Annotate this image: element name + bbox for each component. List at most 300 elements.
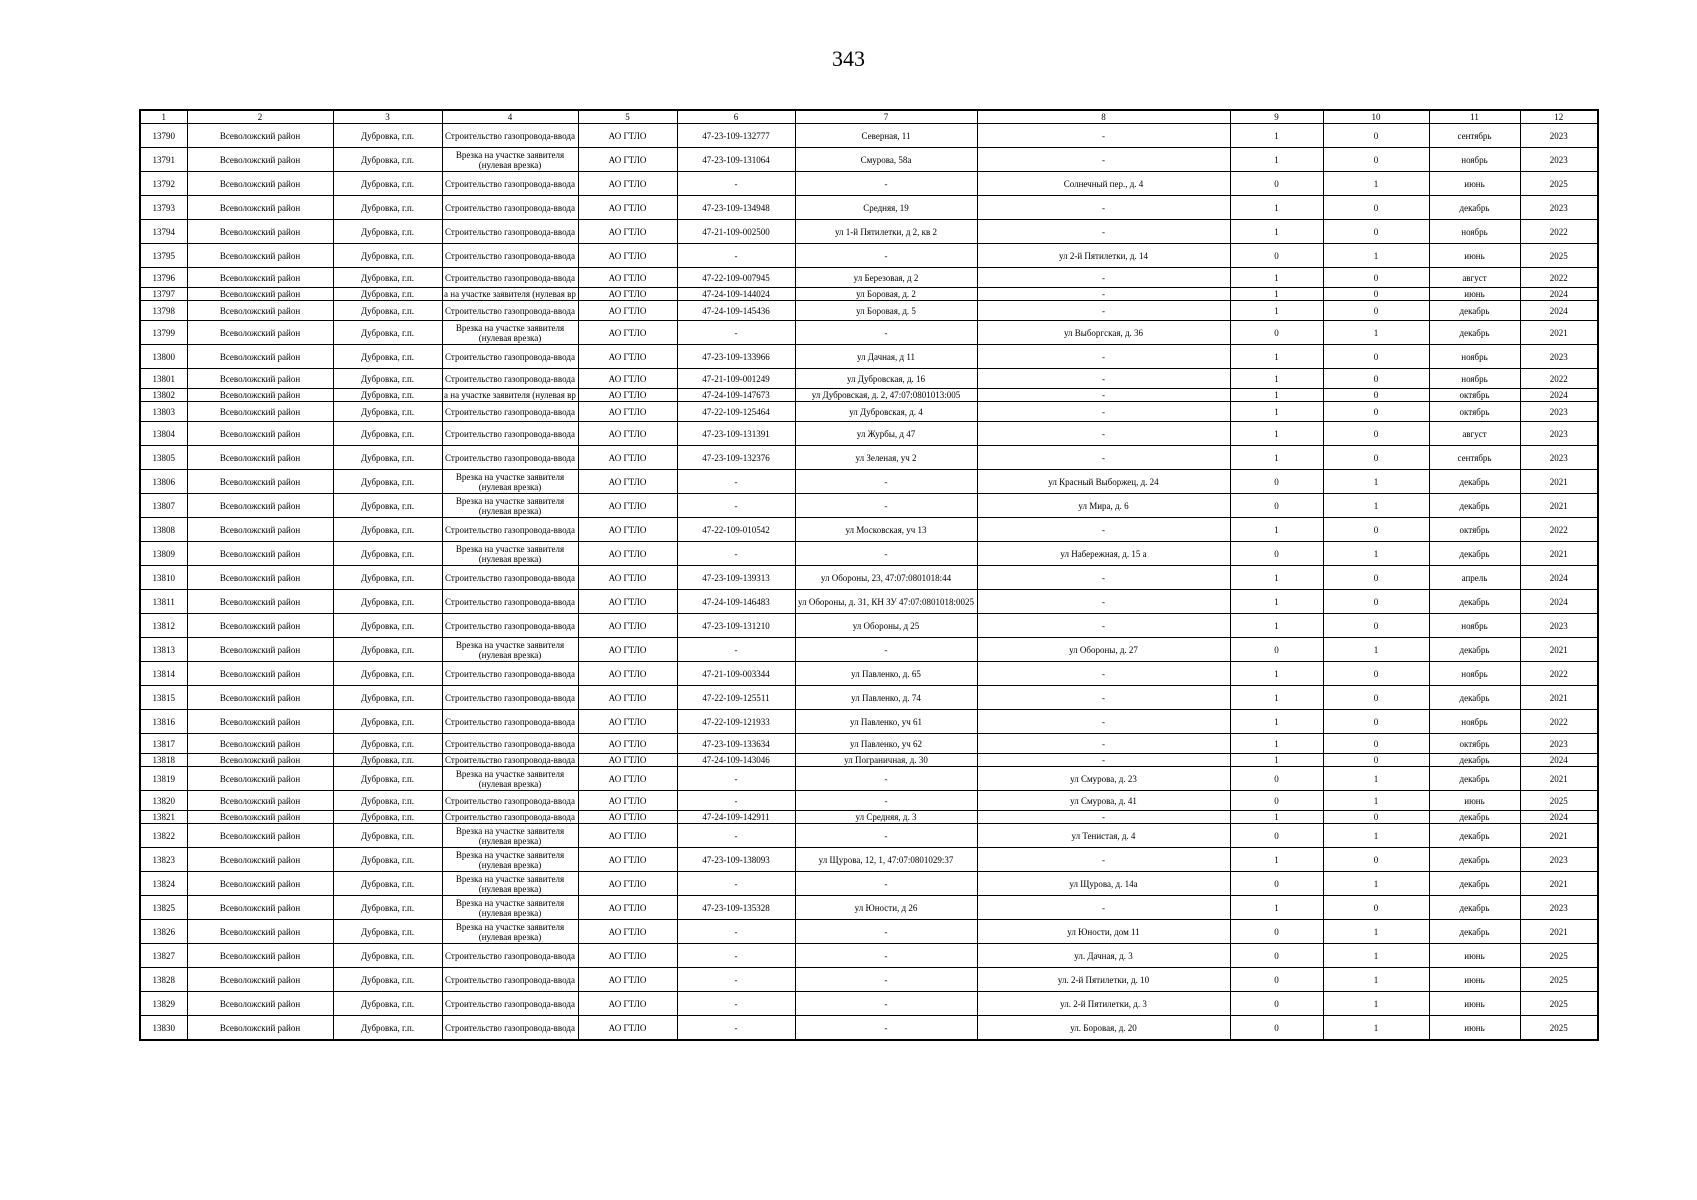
cell-settlement: Дубровка, г.п. [333, 422, 442, 446]
cell-count-b: 1 [1323, 920, 1429, 944]
cell-number: 13807 [140, 494, 187, 518]
table-row [140, 1016, 1598, 1041]
cell-settlement: Дубровка, г.п. [333, 220, 442, 244]
cell-district: Всеволожский район [187, 811, 333, 824]
cell-organization: АО ГТЛО [578, 321, 677, 345]
cell-address: ул Тенистая, д. 4 [977, 824, 1230, 848]
cell-number: 13815 [140, 686, 187, 710]
cell-district: Всеволожский район [187, 542, 333, 566]
cell-organization: АО ГТЛО [578, 638, 677, 662]
cell-count-a: 1 [1230, 446, 1323, 470]
table-row [140, 124, 1598, 148]
cell-application-number: 47-23-109-131391 [677, 422, 795, 446]
cell-address: ул 2-й Пятилетки, д. 14 [977, 244, 1230, 268]
cell-month: декабрь [1429, 872, 1520, 896]
cell-count-a: 1 [1230, 518, 1323, 542]
cell-address: - [977, 896, 1230, 920]
cell-number: 13795 [140, 244, 187, 268]
cell-work-type: Строительство газопровода-ввода [442, 734, 578, 754]
table-row [140, 638, 1598, 662]
cell-count-a: 1 [1230, 369, 1323, 389]
cell-district: Всеволожский район [187, 446, 333, 470]
cell-application-number: 47-23-109-135328 [677, 896, 795, 920]
cell-number: 13801 [140, 369, 187, 389]
table-row [140, 244, 1598, 268]
cell-application-number: 47-22-109-010542 [677, 518, 795, 542]
cell-settlement: Дубровка, г.п. [333, 968, 442, 992]
cell-application-number: - [677, 824, 795, 848]
cell-application-number: 47-23-109-132777 [677, 124, 795, 148]
cell-object-address: ул Дубровская, д. 2, 47:07:0801013:005 [795, 389, 977, 402]
cell-year: 2023 [1520, 446, 1598, 470]
cell-work-type: Строительство газопровода-ввода [442, 220, 578, 244]
cell-district: Всеволожский район [187, 992, 333, 1016]
cell-count-b: 0 [1323, 896, 1429, 920]
cell-work-type: Строительство газопровода-ввода [442, 614, 578, 638]
cell-count-a: 0 [1230, 767, 1323, 791]
cell-count-b: 0 [1323, 369, 1429, 389]
cell-month: декабрь [1429, 920, 1520, 944]
cell-object-address: ул Юности, д 26 [795, 896, 977, 920]
cell-settlement: Дубровка, г.п. [333, 791, 442, 811]
table-row [140, 301, 1598, 321]
cell-application-number: 47-23-109-133966 [677, 345, 795, 369]
cell-year: 2023 [1520, 614, 1598, 638]
cell-organization: АО ГТЛО [578, 920, 677, 944]
cell-settlement: Дубровка, г.п. [333, 494, 442, 518]
cell-year: 2022 [1520, 220, 1598, 244]
cell-year: 2022 [1520, 518, 1598, 542]
cell-work-type: Врезка на участке заявителя (нулевая врезка) [442, 470, 578, 494]
cell-object-address: ул Дубровская, д. 4 [795, 402, 977, 422]
cell-address: - [977, 220, 1230, 244]
cell-year: 2025 [1520, 968, 1598, 992]
table-row [140, 389, 1598, 402]
cell-district: Всеволожский район [187, 288, 333, 301]
cell-application-number: 47-23-109-139313 [677, 566, 795, 590]
cell-year: 2023 [1520, 896, 1598, 920]
cell-organization: АО ГТЛО [578, 824, 677, 848]
cell-object-address: - [795, 920, 977, 944]
cell-organization: АО ГТЛО [578, 872, 677, 896]
cell-district: Всеволожский район [187, 301, 333, 321]
cell-object-address: - [795, 638, 977, 662]
cell-address: - [977, 422, 1230, 446]
cell-address: ул Смурова, д. 41 [977, 791, 1230, 811]
cell-year: 2023 [1520, 196, 1598, 220]
column-header: 7 [795, 110, 977, 124]
cell-organization: АО ГТЛО [578, 614, 677, 638]
cell-address: - [977, 566, 1230, 590]
cell-count-b: 0 [1323, 518, 1429, 542]
cell-count-b: 0 [1323, 662, 1429, 686]
cell-number: 13827 [140, 944, 187, 968]
cell-count-a: 1 [1230, 288, 1323, 301]
cell-count-a: 0 [1230, 542, 1323, 566]
cell-district: Всеволожский район [187, 345, 333, 369]
cell-count-b: 0 [1323, 402, 1429, 422]
cell-settlement: Дубровка, г.п. [333, 686, 442, 710]
cell-settlement: Дубровка, г.п. [333, 124, 442, 148]
cell-address: - [977, 662, 1230, 686]
cell-work-type: Строительство газопровода-ввода [442, 244, 578, 268]
cell-year: 2021 [1520, 767, 1598, 791]
cell-organization: АО ГТЛО [578, 686, 677, 710]
cell-number: 13790 [140, 124, 187, 148]
cell-organization: АО ГТЛО [578, 848, 677, 872]
table-row [140, 848, 1598, 872]
cell-organization: АО ГТЛО [578, 566, 677, 590]
cell-organization: АО ГТЛО [578, 1016, 677, 1041]
cell-settlement: Дубровка, г.п. [333, 848, 442, 872]
cell-count-a: 0 [1230, 824, 1323, 848]
cell-month: октябрь [1429, 734, 1520, 754]
cell-object-address: ул Боровая, д. 2 [795, 288, 977, 301]
cell-district: Всеволожский район [187, 920, 333, 944]
cell-organization: АО ГТЛО [578, 494, 677, 518]
cell-application-number: - [677, 872, 795, 896]
cell-organization: АО ГТЛО [578, 422, 677, 446]
cell-month: июнь [1429, 992, 1520, 1016]
cell-work-type: Врезка на участке заявителя (нулевая врезка) [442, 494, 578, 518]
cell-month: декабрь [1429, 638, 1520, 662]
cell-month: сентябрь [1429, 124, 1520, 148]
cell-month: декабрь [1429, 301, 1520, 321]
cell-work-type: Врезка на участке заявителя (нулевая врезка) [442, 896, 578, 920]
cell-month: ноябрь [1429, 345, 1520, 369]
column-header: 1 [140, 110, 187, 124]
cell-object-address: ул Павленко, д. 74 [795, 686, 977, 710]
cell-settlement: Дубровка, г.п. [333, 172, 442, 196]
cell-count-b: 0 [1323, 389, 1429, 402]
cell-count-b: 1 [1323, 824, 1429, 848]
cell-count-a: 1 [1230, 662, 1323, 686]
cell-year: 2025 [1520, 944, 1598, 968]
cell-organization: АО ГТЛО [578, 754, 677, 767]
cell-month: декабрь [1429, 824, 1520, 848]
cell-count-b: 1 [1323, 638, 1429, 662]
cell-address: - [977, 148, 1230, 172]
table-row [140, 686, 1598, 710]
cell-district: Всеволожский район [187, 566, 333, 590]
cell-month: октябрь [1429, 389, 1520, 402]
cell-district: Всеволожский район [187, 244, 333, 268]
cell-month: ноябрь [1429, 710, 1520, 734]
cell-count-b: 0 [1323, 811, 1429, 824]
cell-year: 2021 [1520, 872, 1598, 896]
cell-object-address: ул Березовая, д 2 [795, 268, 977, 288]
cell-organization: АО ГТЛО [578, 542, 677, 566]
cell-count-a: 0 [1230, 791, 1323, 811]
cell-address: - [977, 686, 1230, 710]
cell-district: Всеволожский район [187, 124, 333, 148]
cell-year: 2023 [1520, 422, 1598, 446]
cell-address: ул. 2-й Пятилетки, д. 10 [977, 968, 1230, 992]
cell-count-b: 1 [1323, 542, 1429, 566]
cell-application-number: - [677, 172, 795, 196]
table-row [140, 518, 1598, 542]
cell-number: 13806 [140, 470, 187, 494]
cell-settlement: Дубровка, г.п. [333, 542, 442, 566]
cell-address: - [977, 754, 1230, 767]
cell-organization: АО ГТЛО [578, 791, 677, 811]
registry-table [139, 109, 1599, 1041]
cell-district: Всеволожский район [187, 944, 333, 968]
cell-month: ноябрь [1429, 662, 1520, 686]
cell-count-a: 0 [1230, 920, 1323, 944]
cell-month: декабрь [1429, 590, 1520, 614]
cell-settlement: Дубровка, г.п. [333, 754, 442, 767]
cell-count-a: 0 [1230, 968, 1323, 992]
cell-number: 13811 [140, 590, 187, 614]
cell-number: 13800 [140, 345, 187, 369]
cell-work-type: Врезка на участке заявителя (нулевая врезка) [442, 542, 578, 566]
cell-work-type: Строительство газопровода-ввода [442, 811, 578, 824]
cell-organization: АО ГТЛО [578, 220, 677, 244]
cell-settlement: Дубровка, г.п. [333, 590, 442, 614]
table-row [140, 992, 1598, 1016]
cell-organization: АО ГТЛО [578, 710, 677, 734]
cell-count-b: 0 [1323, 566, 1429, 590]
table-row [140, 754, 1598, 767]
cell-count-b: 1 [1323, 1016, 1429, 1041]
cell-year: 2024 [1520, 301, 1598, 321]
cell-number: 13808 [140, 518, 187, 542]
cell-count-b: 0 [1323, 124, 1429, 148]
cell-organization: АО ГТЛО [578, 172, 677, 196]
cell-address: - [977, 518, 1230, 542]
cell-year: 2024 [1520, 389, 1598, 402]
cell-count-a: 1 [1230, 402, 1323, 422]
cell-address: - [977, 402, 1230, 422]
cell-application-number: 47-22-109-125464 [677, 402, 795, 422]
cell-year: 2021 [1520, 638, 1598, 662]
cell-district: Всеволожский район [187, 686, 333, 710]
cell-number: 13805 [140, 446, 187, 470]
cell-count-a: 0 [1230, 494, 1323, 518]
cell-count-a: 1 [1230, 566, 1323, 590]
cell-work-type: Строительство газопровода-ввода [442, 710, 578, 734]
cell-settlement: Дубровка, г.п. [333, 268, 442, 288]
cell-application-number: - [677, 920, 795, 944]
cell-count-a: 0 [1230, 244, 1323, 268]
cell-work-type: Строительство газопровода-ввода [442, 301, 578, 321]
cell-district: Всеволожский район [187, 494, 333, 518]
cell-year: 2024 [1520, 288, 1598, 301]
cell-district: Всеволожский район [187, 422, 333, 446]
cell-application-number: 47-24-109-144024 [677, 288, 795, 301]
cell-work-type: Врезка на участке заявителя (нулевая врезка) [442, 848, 578, 872]
cell-address: - [977, 196, 1230, 220]
cell-address: - [977, 389, 1230, 402]
cell-address: ул. Дачная, д. 3 [977, 944, 1230, 968]
column-header: 11 [1429, 110, 1520, 124]
cell-number: 13821 [140, 811, 187, 824]
cell-count-a: 0 [1230, 872, 1323, 896]
cell-object-address: ул Московская, уч 13 [795, 518, 977, 542]
cell-number: 13797 [140, 288, 187, 301]
cell-object-address: - [795, 872, 977, 896]
cell-count-a: 1 [1230, 734, 1323, 754]
cell-month: декабрь [1429, 321, 1520, 345]
cell-count-b: 0 [1323, 614, 1429, 638]
cell-month: декабрь [1429, 470, 1520, 494]
cell-application-number: - [677, 992, 795, 1016]
cell-settlement: Дубровка, г.п. [333, 402, 442, 422]
cell-count-a: 1 [1230, 196, 1323, 220]
cell-address: - [977, 288, 1230, 301]
cell-month: декабрь [1429, 494, 1520, 518]
header-row [140, 110, 1598, 124]
cell-district: Всеволожский район [187, 369, 333, 389]
cell-number: 13793 [140, 196, 187, 220]
cell-count-b: 1 [1323, 872, 1429, 896]
cell-work-type: Строительство газопровода-ввода [442, 422, 578, 446]
cell-application-number: - [677, 767, 795, 791]
cell-year: 2021 [1520, 686, 1598, 710]
cell-address: Солнечный пер., д. 4 [977, 172, 1230, 196]
cell-application-number: - [677, 470, 795, 494]
cell-month: октябрь [1429, 518, 1520, 542]
cell-application-number: 47-23-109-131064 [677, 148, 795, 172]
cell-work-type: Строительство газопровода-ввода [442, 686, 578, 710]
cell-object-address: ул Пограничная, д. 30 [795, 754, 977, 767]
table-row [140, 734, 1598, 754]
cell-count-a: 0 [1230, 1016, 1323, 1041]
table-row [140, 172, 1598, 196]
cell-count-a: 1 [1230, 811, 1323, 824]
cell-address: - [977, 848, 1230, 872]
cell-month: декабрь [1429, 754, 1520, 767]
table-row [140, 321, 1598, 345]
cell-application-number: - [677, 638, 795, 662]
cell-settlement: Дубровка, г.п. [333, 470, 442, 494]
table-row [140, 896, 1598, 920]
cell-object-address: ул Боровая, д. 5 [795, 301, 977, 321]
cell-application-number: 47-21-109-002500 [677, 220, 795, 244]
cell-settlement: Дубровка, г.п. [333, 638, 442, 662]
cell-application-number: 47-23-109-132376 [677, 446, 795, 470]
table-row [140, 494, 1598, 518]
cell-address: ул Набережная, д. 15 а [977, 542, 1230, 566]
cell-district: Всеволожский район [187, 710, 333, 734]
cell-address: ул Щурова, д. 14а [977, 872, 1230, 896]
cell-count-a: 1 [1230, 614, 1323, 638]
cell-district: Всеволожский район [187, 734, 333, 754]
cell-work-type: Строительство газопровода-ввода [442, 791, 578, 811]
table-row [140, 767, 1598, 791]
cell-count-a: 1 [1230, 220, 1323, 244]
cell-year: 2025 [1520, 791, 1598, 811]
cell-count-b: 0 [1323, 345, 1429, 369]
cell-count-b: 0 [1323, 754, 1429, 767]
cell-count-a: 0 [1230, 992, 1323, 1016]
table-row [140, 422, 1598, 446]
cell-application-number: 47-23-109-134948 [677, 196, 795, 220]
cell-number: 13820 [140, 791, 187, 811]
cell-month: декабрь [1429, 848, 1520, 872]
cell-object-address: - [795, 1016, 977, 1041]
cell-settlement: Дубровка, г.п. [333, 710, 442, 734]
table-row [140, 196, 1598, 220]
column-header: 2 [187, 110, 333, 124]
cell-month: декабрь [1429, 196, 1520, 220]
cell-work-type: Врезка на участке заявителя (нулевая врезка) [442, 321, 578, 345]
cell-year: 2024 [1520, 754, 1598, 767]
cell-work-type: Строительство газопровода-ввода [442, 402, 578, 422]
cell-object-address: Смурова, 58а [795, 148, 977, 172]
cell-object-address: ул Обороны, д. 31, КН ЗУ 47:07:0801018:0025 [795, 590, 977, 614]
cell-month: декабрь [1429, 767, 1520, 791]
cell-count-b: 0 [1323, 686, 1429, 710]
cell-application-number: - [677, 1016, 795, 1041]
cell-district: Всеволожский район [187, 172, 333, 196]
cell-number: 13818 [140, 754, 187, 767]
table-row [140, 542, 1598, 566]
cell-work-type: а на участке заявителя (нулевая вр [442, 288, 578, 301]
cell-number: 13817 [140, 734, 187, 754]
cell-count-b: 1 [1323, 244, 1429, 268]
cell-count-a: 1 [1230, 124, 1323, 148]
cell-number: 13802 [140, 389, 187, 402]
table-row [140, 968, 1598, 992]
cell-number: 13792 [140, 172, 187, 196]
cell-application-number: - [677, 791, 795, 811]
cell-count-b: 0 [1323, 148, 1429, 172]
cell-work-type: Строительство газопровода-ввода [442, 196, 578, 220]
cell-organization: АО ГТЛО [578, 767, 677, 791]
cell-object-address: - [795, 244, 977, 268]
cell-object-address: ул Щурова, 12, 1, 47:07:0801029:37 [795, 848, 977, 872]
table-row [140, 220, 1598, 244]
cell-settlement: Дубровка, г.п. [333, 345, 442, 369]
table-row [140, 824, 1598, 848]
table-row [140, 345, 1598, 369]
cell-address: - [977, 614, 1230, 638]
cell-district: Всеволожский район [187, 389, 333, 402]
cell-month: июнь [1429, 172, 1520, 196]
cell-number: 13824 [140, 872, 187, 896]
cell-number: 13803 [140, 402, 187, 422]
cell-work-type: Строительство газопровода-ввода [442, 754, 578, 767]
cell-number: 13791 [140, 148, 187, 172]
cell-application-number: 47-22-109-125511 [677, 686, 795, 710]
page-number: 343 [832, 46, 865, 71]
cell-count-a: 1 [1230, 422, 1323, 446]
cell-work-type: Врезка на участке заявителя (нулевая врезка) [442, 872, 578, 896]
cell-address: - [977, 734, 1230, 754]
cell-address: ул Обороны, д. 27 [977, 638, 1230, 662]
cell-count-b: 1 [1323, 494, 1429, 518]
cell-application-number: 47-23-109-131210 [677, 614, 795, 638]
cell-work-type: а на участке заявителя (нулевая вр [442, 389, 578, 402]
table-row [140, 268, 1598, 288]
cell-count-b: 0 [1323, 734, 1429, 754]
cell-number: 13828 [140, 968, 187, 992]
cell-district: Всеволожский район [187, 321, 333, 345]
cell-count-b: 0 [1323, 220, 1429, 244]
cell-year: 2025 [1520, 172, 1598, 196]
cell-year: 2025 [1520, 1016, 1598, 1041]
cell-object-address: ул Обороны, д 25 [795, 614, 977, 638]
cell-object-address: ул Дубровская, д. 16 [795, 369, 977, 389]
cell-address: - [977, 446, 1230, 470]
cell-district: Всеволожский район [187, 402, 333, 422]
cell-settlement: Дубровка, г.п. [333, 518, 442, 542]
cell-year: 2021 [1520, 824, 1598, 848]
cell-month: август [1429, 268, 1520, 288]
cell-object-address: ул Павленко, уч 62 [795, 734, 977, 754]
